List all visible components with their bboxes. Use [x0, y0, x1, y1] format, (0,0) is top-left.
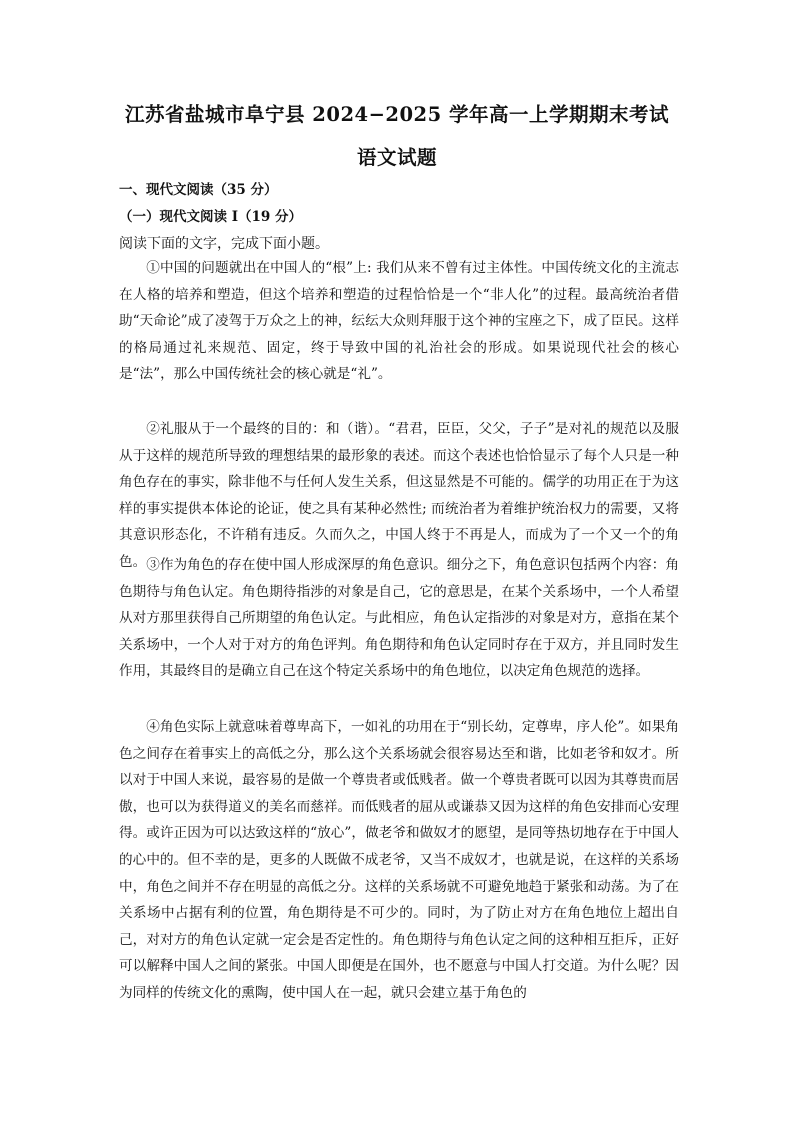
- reading-instruction: 阅读下面的文字，完成下面小题。: [119, 236, 329, 252]
- subsection-heading: （一）现代文阅读 I（19 分）: [119, 209, 303, 225]
- paragraph-4: [119, 714, 679, 1007]
- section-heading: 一、现代文阅读（35 分）: [119, 182, 278, 198]
- document-subtitle: 语文试题: [356, 146, 437, 169]
- paragraph-1-text: ①中国的问题就出在中国人的“根”上: 我们从来不曾有过主体性。中国传统文化的主流志在人格的培养和塑造，但这个培养和塑造的过程恰恰是一个“非人化”的过程。最高统治者借助“天命论”成了凌驾于万众之上的神，纭纭大众则拜服于这个神的宝座之下，成了臣民。这样的格局通过礼来规范、固定，终于导致中国的礼治社会的形成。如果说现代社会的核心是“法”，那么中国传统社会的核心就是“礼”。: [119, 260, 679, 383]
- paragraph-4-text: ④角色实际上就意味着尊卑高下，一如礼的功用在于“别长幼，定尊卑，序人伦”。如果角色之间存在着事实上的高低之分，那么这个关系场就会很容易达至和谐，比如老爷和奴才。所以对于中国人来说，最容易的是做一个尊贵者或低贱者。做一个尊贵者既可以因为其尊贵而居傲，也可以为获得道义的美名而慈祥。而低贱者的屈从或谦恭又因为这样的角色安排而心安理得。或许正因为可以达致这样的“放心”，做老爷和做奴才的愿望，是同等热切地存在于中国人的心中的。但不幸的是，更多的人既做不成老爷，又当不成奴才，也就是说，在这样的关系场中，角色之间并不存在明显的高低之分。这样的关系场就不可避免地趋于紧张和动荡。为了在关系场中占据有利的位置，角色期待是不可少的。同时，为了防止对方在角色地位上超出自己，对对方的角色认定就一定会是否定性的。角色期待与角色认定之间的这种相互拒斥，正好可以解释中国人之间的紧张。中国人即便是在国外，也不愿意与中国人打交道。为什么呢？因为同样的传统文化的熏陶，使中国人在一起，就只会建立基于角色的: [119, 719, 679, 1001]
- paragraph-2-text: ②礼服从于一个最终的目的：和（谐）。“君君，臣臣，父父，子子”是对礼的规范以及服从于这样的规范所导致的理想结果的最形象的表述。而这个表述也恰恰显示了每个人只是一种角色存在的事实，除非他不与任何人发生关系，但这显然是不可能的。儒学的功用正在于为这样的事实提供本体论的论证，使之具有某种必然性; 而统治者为着维护统治权力的需要，又将其意识形态化，不许稍有违反。久而久之，中国人终于不再是人，而成为了一个又一个的角色。: [119, 421, 679, 570]
- paragraph-3-text: ③作为角色的存在使中国人形成深厚的角色意识。细分之下，角色意识包括两个内容：角色期待与角色认定。角色期待指涉的对象是自己，它的意思是，在某个关系场中，一个人希望从对方那里获得自己所期望的角色认定。与此相应，角色认定指涉的对象是对方，意指在某个关系场中，一个人对于对方的角色评判。角色期待和角色认定同时存在于双方，并且同时发生作用，其最终目的是确立自己在这个特定关系场中的角色地位，以决定角色规范的选择。: [119, 557, 679, 680]
- paragraph-3: [119, 552, 679, 685]
- paragraph-1: [119, 255, 679, 388]
- document-title: 江苏省盐城市阜宁县 2024−2025 学年高一上学期期末考试: [125, 103, 669, 126]
